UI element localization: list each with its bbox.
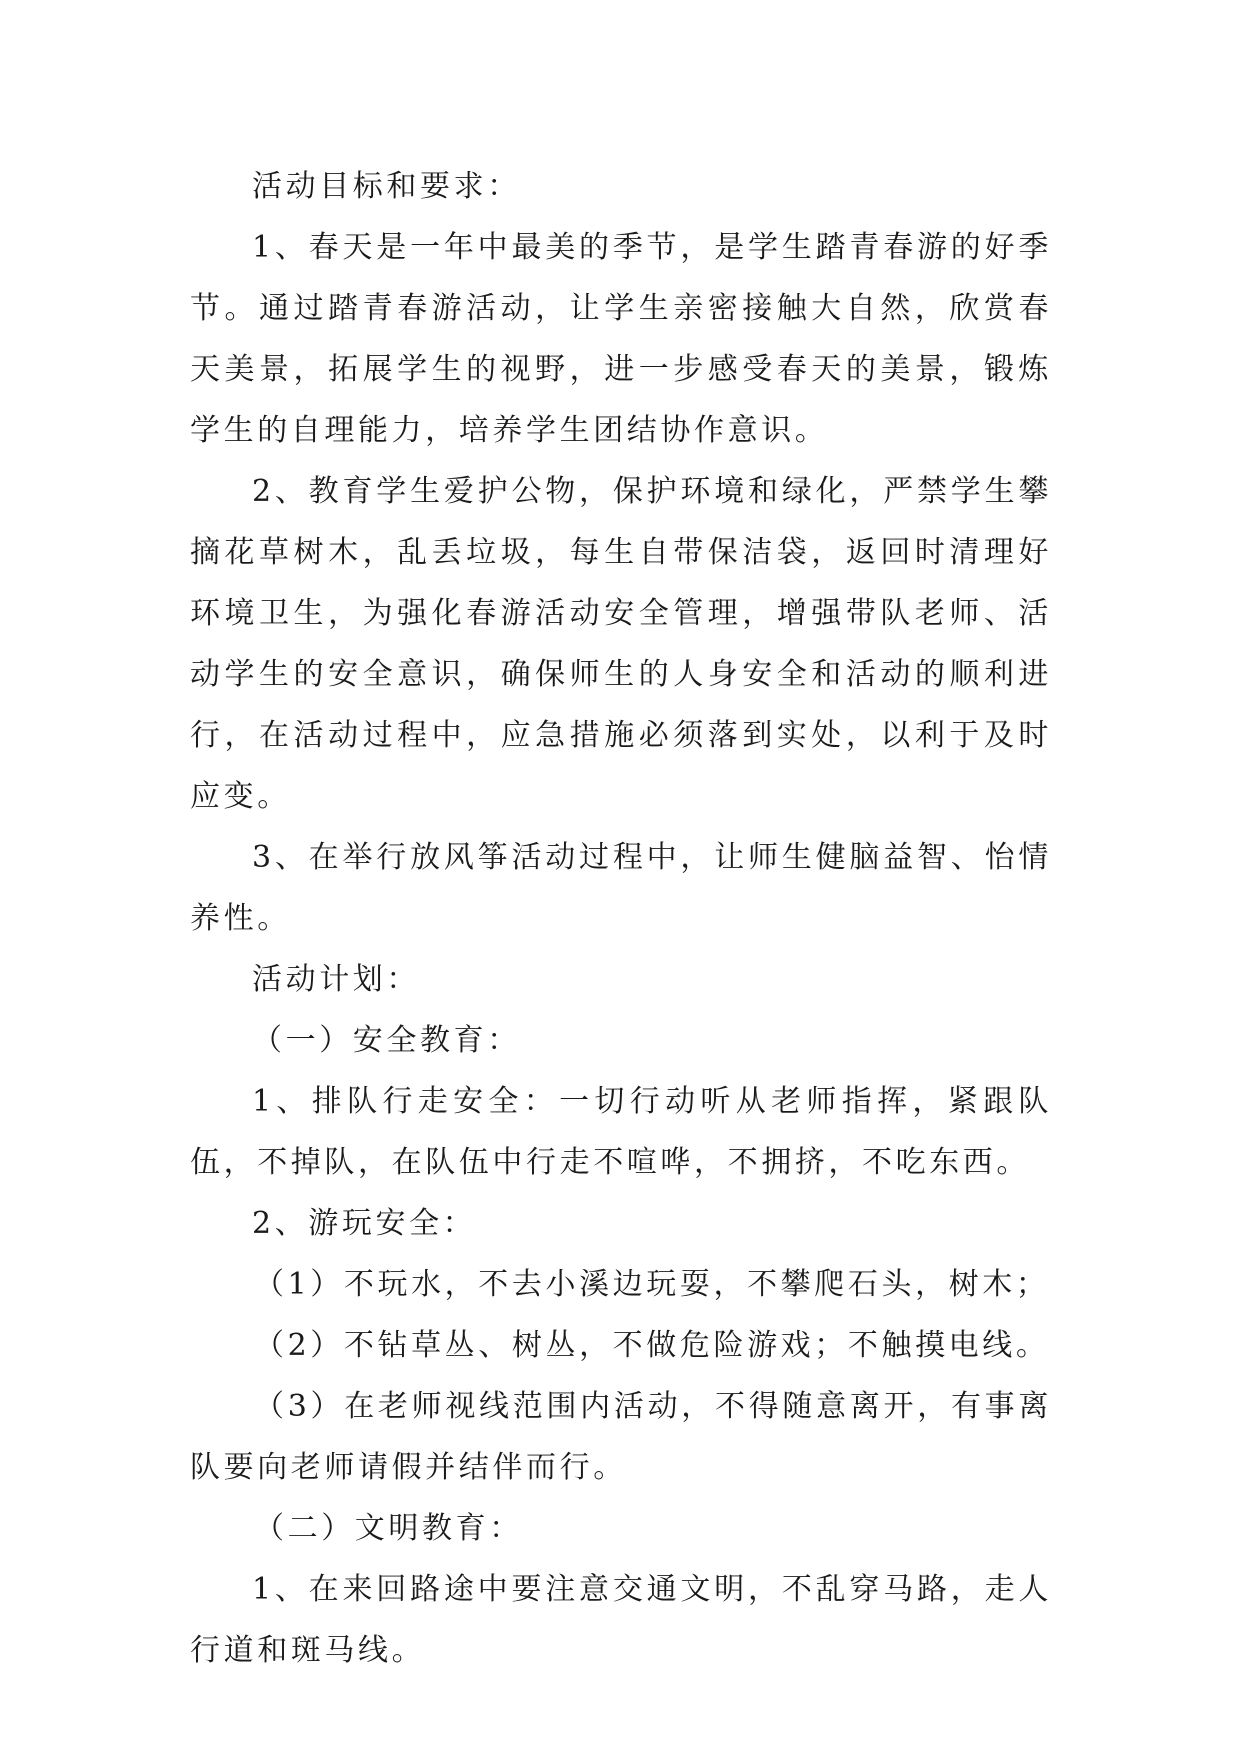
goals-heading: 活动目标和要求： [252, 169, 521, 204]
goal-paragraph-1: 1、春天是一年中最美的季节，是学生踏青春游的好季节。通过踏青春游活动，让学生亲密接触大自然，欣赏春天美景，拓展学生的视野，进一步感受春天的美景，锻炼学生的自理能力，培养学生团结协作意识。 [190, 230, 1052, 448]
goal-paragraph-3: 3、在举行放风筝活动过程中，让师生健脑益智、怡情养性。 [190, 840, 1052, 936]
safety-education-heading: （一）安全教育： [252, 1023, 521, 1058]
goal-paragraph-2: 2、教育学生爱护公物，保护环境和绿化，严禁学生攀摘花草树木，乱丢垃圾，每生自带保洁袋，返回时清理好环境卫生，为强化春游活动安全管理，增强带队老师、活动学生的安全意识，确保师生的人身安全和活动的顺利进行，在活动过程中，应急措施必须落到实处，以利于及时应变。 [190, 474, 1052, 814]
document-page [190, 156, 1052, 1681]
safety-item-2: 2、游玩安全： [252, 1206, 477, 1241]
safety-subitem-3: （3）在老师视线范围内活动，不得随意离开，有事离队要向老师请假并结伴而行。 [190, 1389, 1052, 1485]
civility-education-heading: （二）文明教育： [254, 1511, 523, 1546]
safety-subitem-2: （2）不钻草丛、树丛，不做危险游戏；不触摸电线。 [254, 1328, 1050, 1363]
civility-item-1: 1、在来回路途中要注意交通文明，不乱穿马路，走人行道和斑马线。 [190, 1572, 1052, 1668]
safety-subitem-1: （1）不玩水，不去小溪边玩耍，不攀爬石头，树木； [254, 1267, 1050, 1302]
safety-item-1: 1、排队行走安全：一切行动听从老师指挥，紧跟队伍，不掉队，在队伍中行走不喧哗，不拥挤，不吃东西。 [190, 1084, 1052, 1180]
plan-heading: 活动计划： [252, 962, 420, 997]
